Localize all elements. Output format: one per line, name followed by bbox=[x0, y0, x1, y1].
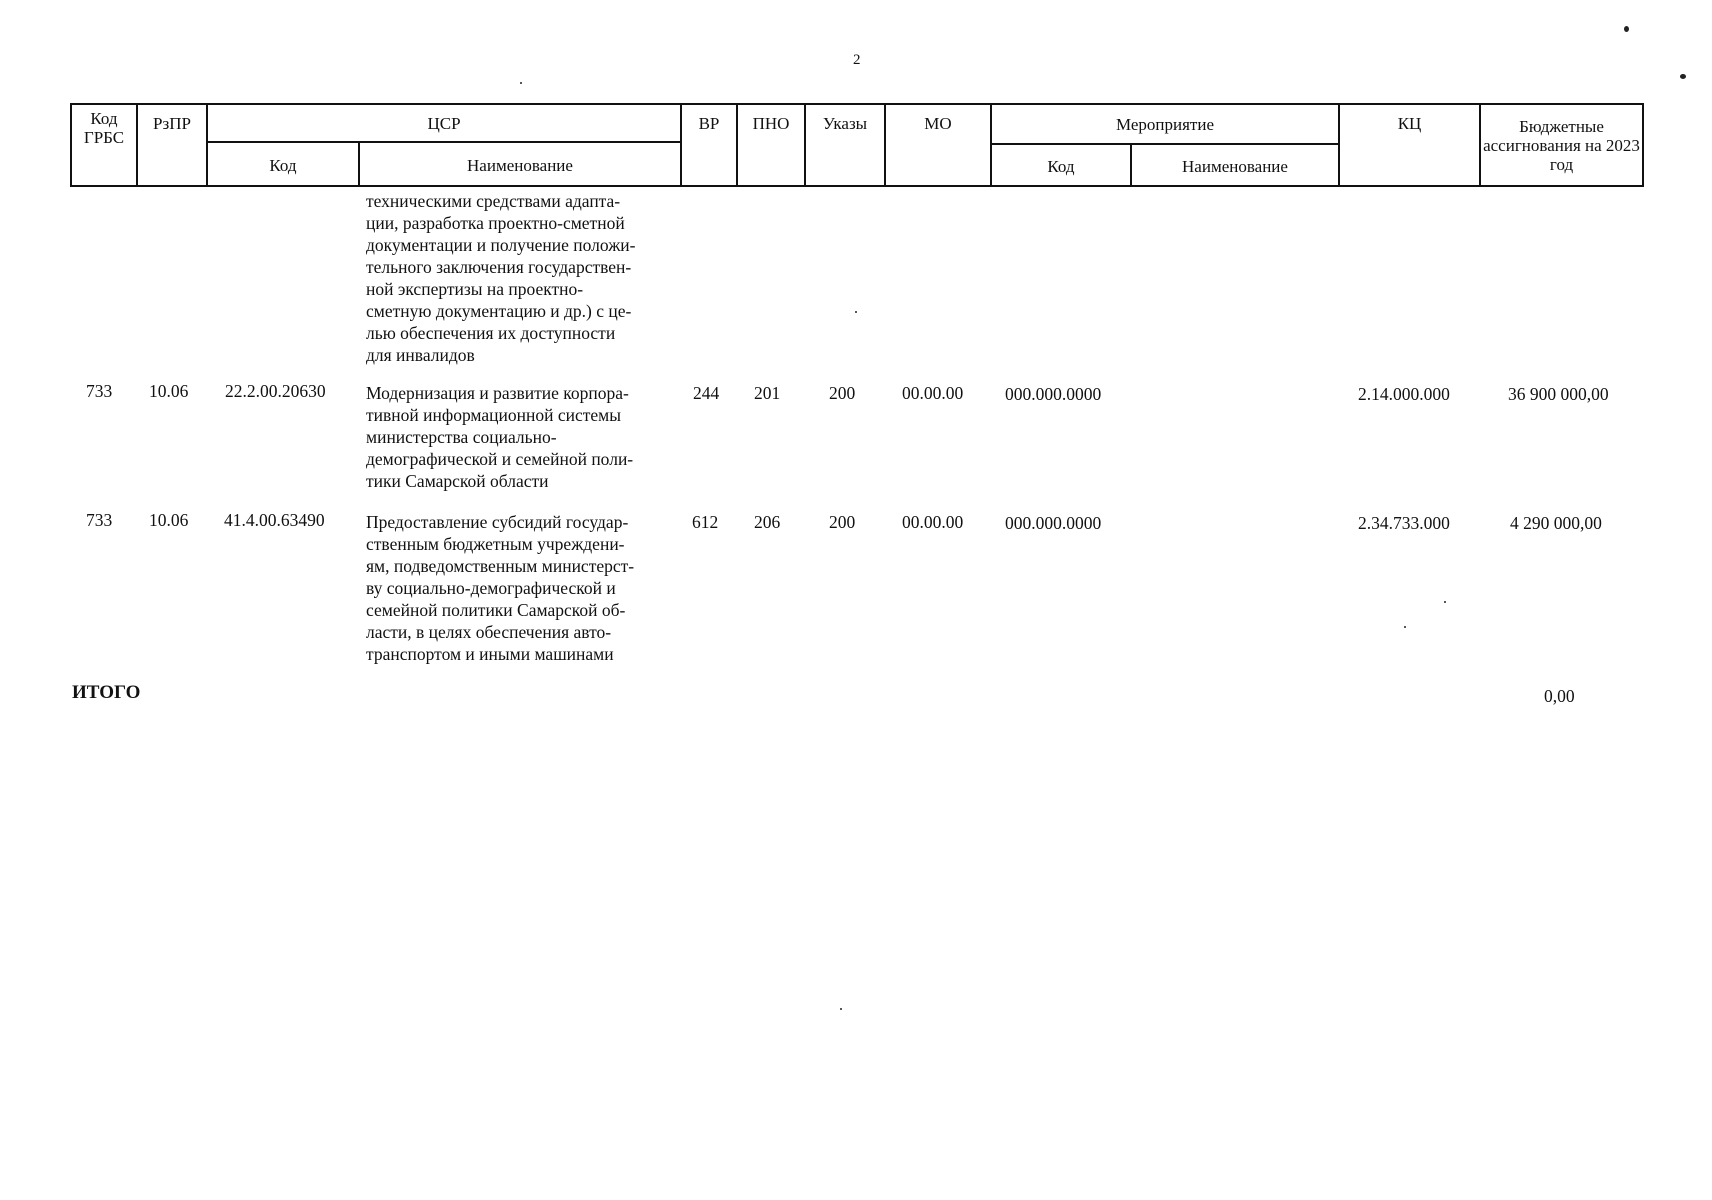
scan-speck bbox=[1404, 626, 1406, 628]
header-pno: ПНО bbox=[752, 113, 790, 133]
cell-mo: 00.00.00 bbox=[902, 383, 964, 403]
name-line: тельного заключения государствен- bbox=[366, 257, 632, 277]
header-mer-name: Наименование bbox=[1182, 156, 1288, 176]
header-csr-kod: Код bbox=[269, 155, 297, 175]
name-line: демографической и семейной поли- bbox=[366, 449, 634, 469]
cell-ukazy: 200 bbox=[829, 512, 856, 532]
header-meropriyatie: Мероприятие bbox=[1115, 114, 1215, 134]
name-line: для инвалидов bbox=[366, 345, 475, 365]
name-line: ласти, в целях обеспечения авто- bbox=[366, 622, 612, 642]
cell-vr: 244 bbox=[693, 383, 720, 403]
name-line: тивной информационной системы bbox=[366, 405, 622, 425]
cell-csr-kod: 41.4.00.63490 bbox=[224, 510, 325, 530]
cell-kod-grbs: 733 bbox=[86, 381, 113, 401]
scan-speck bbox=[1680, 74, 1686, 79]
name-line: ции, разработка проектно-сметной bbox=[366, 213, 625, 233]
scan-speck bbox=[840, 1008, 842, 1010]
header-vr: ВР bbox=[698, 113, 720, 133]
scan-speck bbox=[520, 82, 522, 84]
cell-kc: 2.14.000.000 bbox=[1358, 384, 1450, 404]
name-line: Предоставление субсидий государ- bbox=[366, 512, 629, 532]
header-kc: КЦ bbox=[1397, 113, 1422, 133]
cell-csr-name bbox=[366, 382, 676, 492]
name-line: министерства социально- bbox=[366, 427, 557, 447]
header-csr: ЦСР bbox=[427, 113, 461, 133]
name-line: лью обеспечения их доступности bbox=[366, 323, 616, 343]
cell-csr-name bbox=[366, 511, 676, 665]
table-header bbox=[70, 103, 1644, 187]
header-mo: МО bbox=[924, 113, 952, 133]
page-number: 2 bbox=[853, 52, 861, 68]
name-line: тики Самарской области bbox=[366, 471, 549, 491]
header-budget: Бюджетные ассигнования на 2023 год bbox=[1483, 116, 1640, 174]
scan-speck bbox=[855, 311, 857, 313]
cell-csr-kod: 22.2.00.20630 bbox=[225, 381, 326, 401]
cell-ukazy: 200 bbox=[829, 383, 856, 403]
header-kod-grbs: Код ГРБС bbox=[83, 109, 125, 147]
cell-pno: 206 bbox=[754, 512, 781, 532]
cell-rzpr: 10.06 bbox=[149, 510, 189, 530]
total-label: ИТОГО bbox=[72, 682, 141, 703]
name-line: документации и получение положи- bbox=[366, 235, 636, 255]
total-value: 0,00 bbox=[1544, 686, 1575, 706]
cell-pno: 201 bbox=[754, 383, 781, 403]
cell-mer-kod: 000.000.0000 bbox=[1005, 384, 1102, 404]
name-line: Модернизация и развитие корпора- bbox=[366, 383, 629, 403]
name-line: транспортом и иными машинами bbox=[366, 644, 614, 664]
name-line: ям, подведомственным министерст- bbox=[366, 556, 635, 576]
cell-amount: 4 290 000,00 bbox=[1510, 513, 1602, 533]
header-ukazy: Указы bbox=[822, 113, 868, 133]
cell-kod-grbs: 733 bbox=[86, 510, 113, 530]
name-line: ной экспертизы на проектно- bbox=[366, 279, 584, 299]
continuation-name bbox=[366, 190, 676, 366]
scan-speck bbox=[1624, 26, 1629, 32]
cell-mer-kod: 000.000.0000 bbox=[1005, 513, 1102, 533]
header-rzpr: РзПР bbox=[153, 113, 191, 133]
header-mer-kod: Код bbox=[1047, 156, 1075, 176]
scan-speck bbox=[1444, 601, 1446, 603]
cell-kc: 2.34.733.000 bbox=[1358, 513, 1450, 533]
cell-vr: 612 bbox=[692, 512, 719, 532]
name-line: ственным бюджетным учреждени- bbox=[366, 534, 625, 554]
cell-mo: 00.00.00 bbox=[902, 512, 964, 532]
name-line: сметную документацию и др.) с це- bbox=[366, 301, 632, 321]
header-csr-name: Наименование bbox=[467, 155, 573, 175]
cell-rzpr: 10.06 bbox=[149, 381, 189, 401]
name-line: техническими средствами адапта- bbox=[366, 191, 621, 211]
name-line: семейной политики Самарской об- bbox=[366, 600, 626, 620]
cell-amount: 36 900 000,00 bbox=[1508, 384, 1609, 404]
name-line: ву социально-демографической и bbox=[366, 578, 616, 598]
